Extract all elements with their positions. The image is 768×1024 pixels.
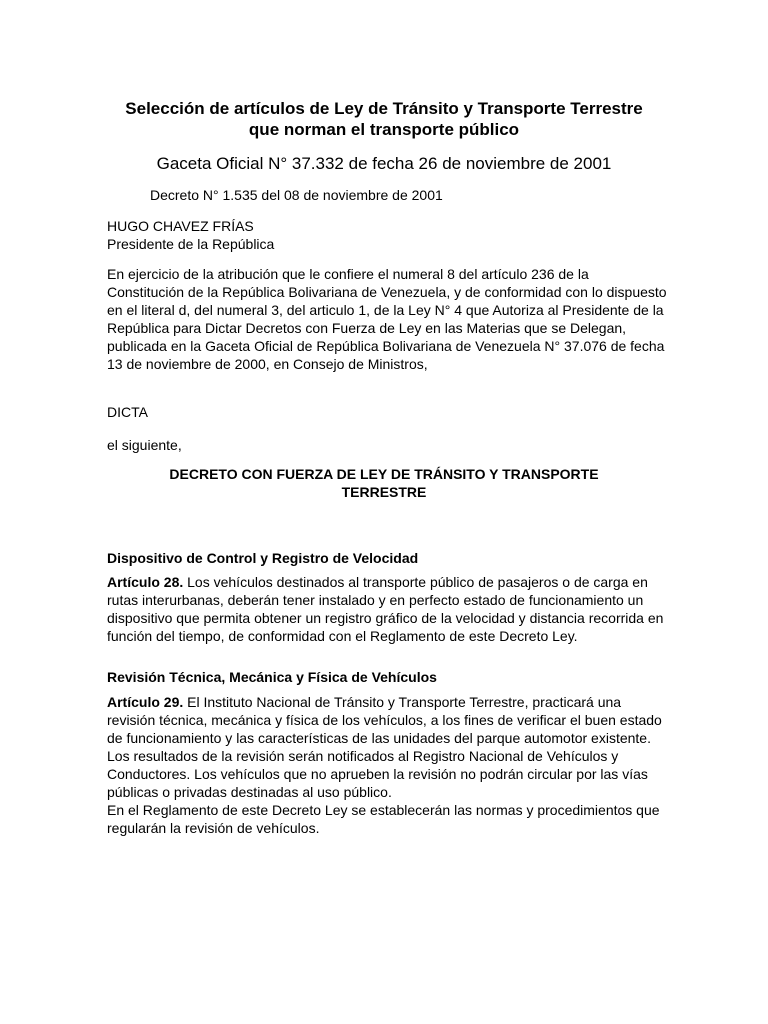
article-28-label: Artículo 28. [107, 574, 184, 590]
article-28-text: Los vehículos destinados al transporte público de pasajeros o de carga en rutas interurbanas, deberán tener instalado y en perfecto estado de funcionamiento un dispositivo que permita obtener un registro gráfico de la velocidad y distancia recorrida en función del tiempo, de conformidad con el Reglamento de este Decreto Ley. [107, 574, 664, 644]
decree-heading-line-1: DECRETO CON FUERZA DE LEY DE TRÁNSITO Y TRANSPORTE [169, 466, 599, 482]
author-name: HUGO CHAVEZ FRÍAS [107, 218, 254, 234]
decreto-number: Decreto N° 1.535 del 08 de noviembre de 2001 [150, 187, 443, 203]
preamble-paragraph: En ejercicio de la atribución que le confiere el numeral 8 del artículo 236 de la Constitución de la República Bolivariana de Venezuela, y de conformidad con lo dispuesto en el literal d, del numeral 3, del articulo 1, de la Ley N° 4 que Autoriza al Presidente de la República para Dictar Decretos con Fuerza de Ley en las Materias que se Delegan, publicada en la Gaceta Oficial de República Bolivariana de Venezuela N° 37.076 de fecha 13 de noviembre de 2000, en Consejo de Ministros, [107, 266, 667, 372]
article-29-text-2: En el Reglamento de este Decreto Ley se establecerán las normas y procedimientos que regularán la revisión de vehículos. [107, 802, 660, 836]
title-line-2: que norman el transporte público [248, 120, 520, 139]
article-28 [107, 573, 667, 645]
document-title [60, 98, 708, 140]
title-line-1: Selección de artículos de Ley de Tránsito y Transporte Terrestre [125, 99, 643, 118]
dicta-text: DICTA [107, 404, 148, 420]
author-title: Presidente de la República [107, 236, 275, 252]
article-29-label: Artículo 29. [107, 694, 184, 710]
decree-heading-line-2: TERRESTRE [341, 484, 427, 500]
section-heading-revision: Revisión Técnica, Mecánica y Física de Vehículos [107, 669, 437, 685]
siguiente-text: el siguiente, [107, 437, 182, 453]
article-29 [107, 693, 667, 837]
article-29-text: El Instituto Nacional de Tránsito y Transporte Terrestre, practicará una revisión técnica, mecánica y física de los vehículos, a los fines de verificar el buen estado de funcionamiento y las características de las unidades del parque automotor existente. Los resultados de la revisión serán notificados al Registro Nacional de Vehículos y Conductores. Los vehículos que no aprueben la revisión no podrán circular por las vías públicas o privadas destinadas al uso público. [107, 694, 662, 800]
gaceta-reference: Gaceta Oficial N° 37.332 de fecha 26 de noviembre de 2001 [156, 154, 612, 173]
author-block [107, 217, 667, 253]
decree-heading [107, 465, 661, 501]
section-heading-velocidad: Dispositivo de Control y Registro de Velocidad [107, 550, 419, 566]
